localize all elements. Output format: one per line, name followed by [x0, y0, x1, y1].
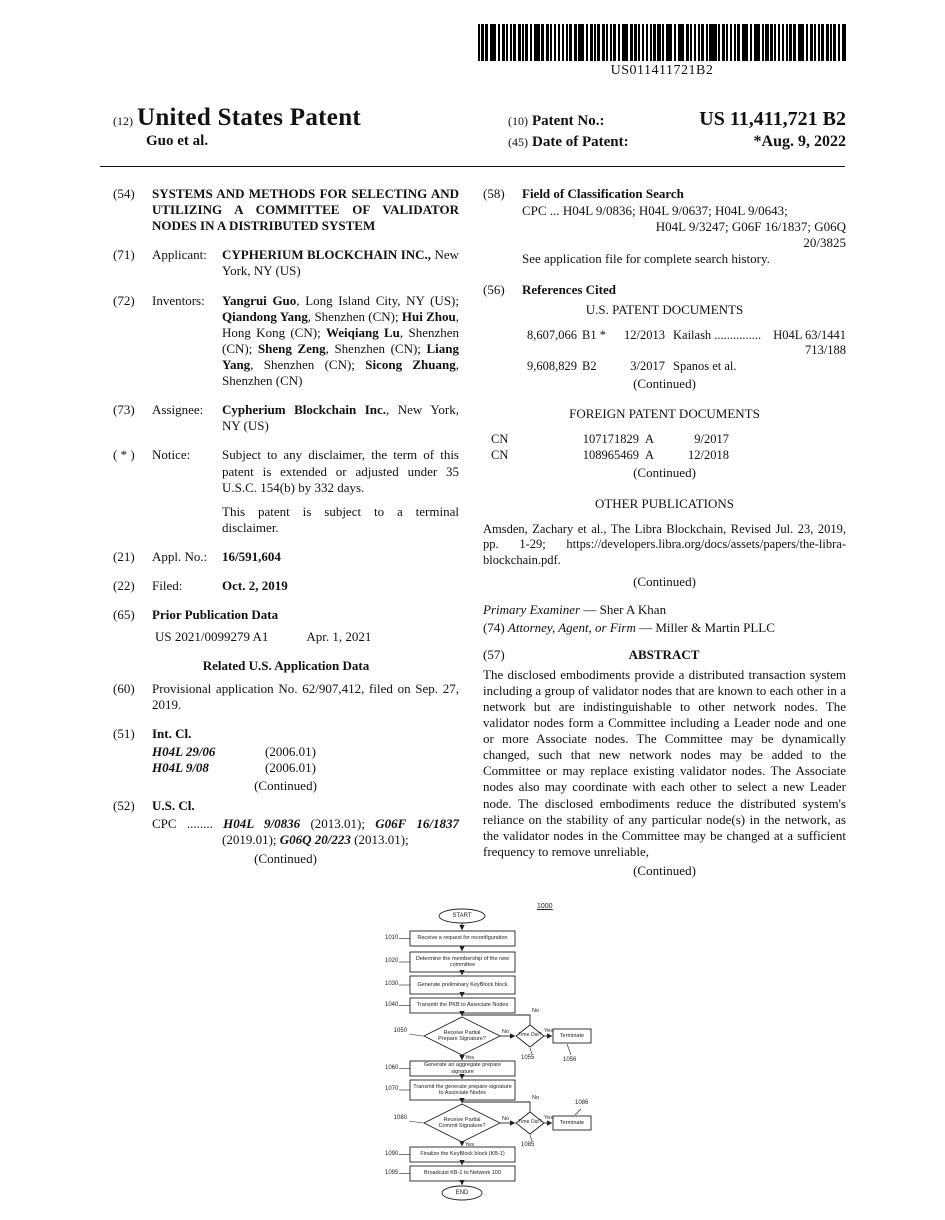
section-number: ( * ): [113, 447, 135, 463]
flow-no-label: No: [532, 1008, 540, 1014]
flow-step-1095: Broadcast KB-1 to Network 100: [423, 1170, 502, 1177]
cpc-search-line: CPC ... H04L 9/0836; H04L 9/0637; H04L 9/0643;: [522, 203, 788, 219]
ref-name: Spanos et al.: [673, 358, 737, 373]
flow-label-1095: 1095: [385, 1170, 399, 1176]
flow-terminate-1086: Terminate: [559, 1119, 585, 1126]
other-publication-citation: Amsden, Zachary et al., The Libra Blockchain, Revised Jul. 23, 2019, pp. 1-29; https://developers.libra.org/docs/assets/papers/the-libra-blockchain.pdf.: [483, 521, 846, 567]
inventor-short-name: Guo et al.: [146, 133, 209, 149]
flow-yes-label: Yes: [465, 1142, 474, 1148]
assignee-label: Assignee:: [152, 402, 204, 418]
assignee-value: Cypherium Blockchain Inc., New York, NY (US): [222, 402, 460, 434]
date-value: *Aug. 9, 2022: [753, 133, 846, 150]
flow-label-1020: 1020: [385, 958, 399, 964]
flow-no-label: No: [502, 1116, 510, 1122]
prior-publication-header: Prior Publication Data: [152, 607, 279, 623]
flow-start-node: START: [452, 912, 472, 919]
section-56-header: [483, 282, 846, 298]
int-cl-row: [152, 744, 459, 760]
continued-note: (Continued): [633, 574, 696, 590]
header-right: [508, 108, 846, 151]
flow-label-1040: 1040: [385, 1002, 399, 1008]
flow-no-label: No: [502, 1029, 510, 1035]
header-divider: [100, 166, 845, 167]
continued-note: (Continued): [633, 862, 696, 878]
ref-date: 12/2018: [688, 447, 729, 462]
abstract-header-row: [483, 647, 846, 663]
section-number: (58): [483, 186, 505, 201]
us-reference-row: [513, 359, 846, 375]
appl-no-value: 16/591,604: [222, 548, 281, 564]
ref-class: H04L 63/1441: [773, 327, 846, 342]
flow-decision-1080: Receive Partial Commit Signature?: [438, 1116, 486, 1129]
ref-number: 108965469: [582, 447, 639, 462]
us-cl-header: U.S. Cl.: [152, 798, 195, 814]
flow-label-1010: 1010: [385, 935, 399, 941]
section-number: (56): [483, 281, 505, 297]
section-number: (71): [113, 247, 135, 263]
ref-number: 9,608,829: [527, 358, 577, 373]
section-number: (54): [113, 186, 135, 201]
ref-leaders: ...............: [714, 327, 762, 342]
int-cl-version: (2006.01): [265, 743, 316, 759]
right-column: [483, 186, 846, 885]
flow-timeout-1085: Time Out?: [518, 1119, 542, 1126]
section-73-assignee: [113, 402, 459, 434]
applicant-label: Applicant:: [152, 247, 207, 263]
flow-yes-label: Yes: [465, 1055, 474, 1061]
field-12: (12): [113, 114, 133, 128]
section-notice: [113, 447, 459, 536]
applicant-value: CYPHERIUM BLOCKCHAIN INC., New York, NY (US): [222, 247, 459, 279]
ref-date: 12/2013: [624, 327, 665, 342]
left-column: [113, 186, 459, 871]
flow-label-1080: 1080: [393, 1115, 407, 1121]
section-number: (65): [113, 607, 135, 623]
prior-publication-row: [155, 629, 459, 645]
section-71-applicant: [113, 247, 459, 279]
flow-terminate-1056: Terminate: [559, 1032, 585, 1039]
inventors-label: Inventors:: [152, 292, 205, 308]
int-cl-code: H04L 9/08: [152, 759, 209, 775]
flow-label-1060: 1060: [385, 1065, 399, 1071]
cpc-search-line: 20/3825: [803, 235, 846, 251]
foreign-patent-documents-header: FOREIGN PATENT DOCUMENTS: [569, 406, 760, 422]
publication-date: Apr. 1, 2021: [306, 629, 372, 645]
continued-note: (Continued): [633, 465, 696, 481]
section-number: (52): [113, 798, 135, 814]
section-52-uscl: [113, 798, 459, 814]
section-number: (57): [483, 646, 505, 662]
section-60-provisional: [113, 681, 459, 713]
flow-step-1040: Transmit the PKB to Associate Nodes: [416, 1002, 509, 1009]
section-number: (73): [113, 402, 135, 418]
abstract-text: The disclosed embodiments provide a distributed transaction system including a group of validator nodes that are known to each other in a network but are indistinguishable to other network nodes. The validator nodes form a Committee including a Leader node and one or more Associate nodes. The Committee may be dynamically changed, such that new network nodes may be added to the Committee or may replace existing validator nodes. The Associate nodes also may coordinate with each other to select a new Leader node. The disclosed embodiments reduce the distributed system's reliance on the stability of any particular node(s) in the network, as the validator nodes in the Committee may be changed at a sufficient frequency to remove unreliable,: [483, 666, 846, 859]
ref-kind: B1 *: [582, 327, 606, 342]
section-number: (60): [113, 680, 135, 696]
section-22-filed: [113, 578, 459, 594]
ref-kind: A: [645, 432, 655, 447]
field-45: (45): [508, 135, 528, 149]
int-cl-header: Int. Cl.: [152, 725, 192, 741]
continued-note: (Continued): [633, 376, 696, 392]
section-number: (51): [113, 725, 135, 741]
filed-label: Filed:: [152, 578, 183, 594]
flow-decision-1050: Receive Partial Prepare Signature?: [438, 1029, 486, 1042]
section-number: (22): [113, 578, 135, 594]
ref-kind: B2: [582, 358, 597, 373]
figure-number: 1000: [537, 903, 553, 910]
primary-examiner-line: Primary Examiner — Sher A Khan: [483, 602, 667, 618]
references-cited-header: References Cited: [522, 281, 616, 297]
foreign-reference-row: [491, 432, 846, 448]
ref-kind: A: [645, 447, 655, 462]
flow-no-label: No: [532, 1095, 540, 1101]
section-number: (72): [113, 292, 135, 308]
barcode-area: [478, 24, 846, 79]
cpc-search-line: H04L 9/3247; G06F 16/1837; G06Q: [655, 219, 846, 235]
flow-label-1090: 1090: [385, 1151, 399, 1157]
related-data-header: Related U.S. Application Data: [202, 658, 370, 674]
header-left: [113, 104, 361, 150]
field-10: (10): [508, 114, 528, 128]
continued-note: (Continued): [254, 850, 317, 866]
flow-label-1030: 1030: [385, 981, 399, 987]
section-72-inventors: [113, 293, 459, 390]
flow-step-1090: Finalize the KeyBlock block (KB-1): [420, 1151, 505, 1158]
flow-step-1020: Determine the membership of the new committee: [415, 955, 510, 968]
us-patent-documents-header: U.S. PATENT DOCUMENTS: [585, 301, 744, 317]
flow-step-1060: Generate an aggregate prepare signature: [423, 1062, 502, 1075]
section-54-title: [113, 186, 459, 234]
barcode: [478, 24, 846, 61]
figure-flowchart: [385, 903, 615, 1205]
us-reference-row: [513, 328, 846, 344]
field-of-search-body: [522, 203, 846, 267]
inventors-value: Yangrui Guo, Long Island City, NY (US); Qiandong Yang, Shenzhen (CN); Hui Zhou, Hong Kong (CN); Weiqiang Lu, Shenzhen (CN); Sheng Zeng, Shenzhen (CN); Liang Yang, Shenzhen (CN); Sicong Zhuang, Shenzhen (CN): [222, 292, 460, 389]
int-cl-version: (2006.01): [265, 759, 316, 775]
flow-label-1086: 1086: [575, 1100, 589, 1106]
section-21-appl-no: [113, 549, 459, 565]
section-58-header: [483, 186, 846, 202]
country-code: CN: [491, 447, 509, 462]
appl-no-label: Appl. No.:: [152, 548, 208, 564]
flow-label-1085: 1085: [521, 1142, 535, 1148]
flow-step-1030: Generate preliminary KeyBlock block: [417, 981, 508, 988]
publication-number: US 2021/0099279 A1: [155, 629, 269, 645]
flow-label-1056: 1056: [563, 1057, 577, 1063]
ref-date: 3/2017: [630, 358, 665, 373]
ref-number: 107171829: [582, 432, 639, 447]
notice-paragraph-1: Subject to any disclaimer, the term of this patent is extended or adjusted under 35 U.S.C. 154(b) by 332 days.: [222, 447, 459, 495]
ref-date: 9/2017: [694, 432, 729, 447]
flow-label-1050: 1050: [393, 1028, 407, 1034]
flow-label-1070: 1070: [385, 1086, 399, 1092]
cpc-classification-text: CPC ........ H04L 9/0836 (2013.01); G06F 16/1837 (2019.01); G06Q 20/223 (2013.01);: [152, 816, 459, 848]
ref-name: Kailash: [673, 327, 712, 342]
section-51-intcl: [113, 726, 459, 742]
ref-class-continuation: 713/188: [805, 343, 846, 358]
flow-step-1070: Transmit the generate prepare-signature to Associate Nodes: [413, 1083, 512, 1096]
flow-timeout-1055: Time Out?: [518, 1032, 542, 1039]
int-cl-code: H04L 29/06: [152, 743, 216, 759]
continued-note: (Continued): [254, 778, 317, 794]
section-number: (21): [113, 548, 135, 564]
invention-title: SYSTEMS AND METHODS FOR SELECTING AND UTILIZING A COMMITTEE OF VALIDATOR NODES IN A DISTRIBUTED SYSTEM: [152, 186, 459, 234]
field-of-search-header: Field of Classification Search: [522, 186, 684, 201]
notice-paragraph-2: This patent is subject to a terminal disclaimer.: [222, 503, 459, 535]
flow-yes-label: Yes: [544, 1115, 553, 1121]
section-65-header: [113, 607, 459, 623]
filed-value: Oct. 2, 2019: [222, 578, 288, 594]
date-label: Date of Patent:: [532, 134, 629, 150]
foreign-reference-row: [491, 448, 846, 464]
search-history-note: See application file for complete search history.: [522, 251, 770, 267]
provisional-text: Provisional application No. 62/907,412, filed on Sep. 27, 2019.: [152, 680, 459, 712]
flow-end-node: END: [455, 1189, 469, 1196]
country-code: CN: [491, 432, 509, 447]
patent-no-value: US 11,411,721 B2: [699, 108, 846, 130]
int-cl-row: [152, 760, 459, 776]
barcode-text: US011411721B2: [610, 63, 714, 78]
flow-step-1010: Receive a request for reconfiguration: [417, 935, 508, 942]
attorney-line: (74) Attorney, Agent, or Firm — Miller & Martin PLLC: [483, 620, 775, 636]
other-publications-header: OTHER PUBLICATIONS: [594, 495, 735, 511]
flow-yes-label: Yes: [544, 1028, 553, 1034]
patent-no-label: Patent No.:: [532, 113, 605, 129]
document-title: United States Patent: [137, 104, 362, 131]
ref-number: 8,607,066: [527, 327, 577, 342]
abstract-header: ABSTRACT: [628, 646, 700, 662]
notice-label: Notice:: [152, 447, 191, 463]
flow-label-1055: 1055: [521, 1055, 535, 1061]
